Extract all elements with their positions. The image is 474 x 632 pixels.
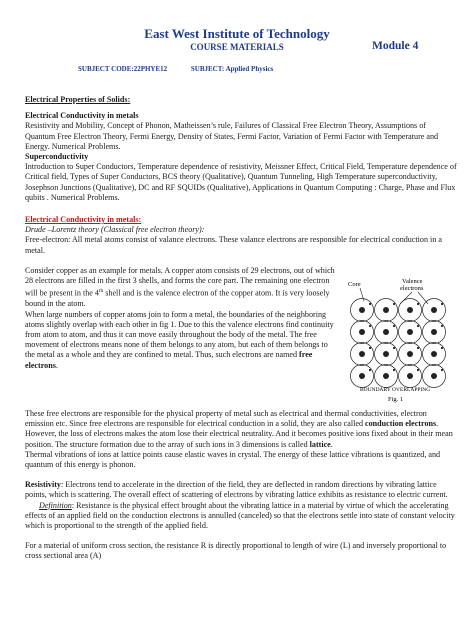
section-intro bbox=[25, 215, 457, 256]
course-materials-label: COURSE MATERIALS bbox=[190, 42, 284, 52]
valence-electron bbox=[369, 303, 371, 305]
valence-electron bbox=[441, 325, 443, 327]
valence-electron bbox=[393, 303, 395, 305]
atom-core bbox=[407, 351, 413, 357]
valence-electron bbox=[417, 325, 419, 327]
atom-core bbox=[431, 329, 437, 335]
atom-core bbox=[359, 307, 365, 313]
atom-core bbox=[431, 351, 437, 357]
syllabus-heading: Electrical Properties of Solids: bbox=[25, 95, 131, 104]
subject-code: SUBJECT CODE:22PHYE12 bbox=[78, 65, 168, 73]
valence-electron bbox=[393, 369, 395, 371]
valence-electron bbox=[417, 347, 419, 349]
valence-electron bbox=[369, 369, 371, 371]
atom-core bbox=[359, 351, 365, 357]
lattice-grid bbox=[351, 299, 446, 388]
paragraph-phonon: Thermal vibrations of ions at lattice points cause elastic waves in crystal. The energy of these lattice vibrations is quantized, and quantum of this energy is phonon. bbox=[25, 449, 441, 470]
valence-electron bbox=[369, 325, 371, 327]
figure-label-core: Core bbox=[348, 281, 361, 288]
valence-electron bbox=[417, 303, 419, 305]
valence-electron bbox=[393, 325, 395, 327]
atom-core bbox=[359, 373, 365, 379]
subject-name: SUBJECT: Applied Physics bbox=[190, 65, 274, 73]
module-label: Module 4 bbox=[372, 40, 419, 52]
topic2-title: Superconductivity bbox=[25, 152, 89, 162]
figure-copper-lattice bbox=[340, 277, 458, 407]
atom-core bbox=[407, 329, 413, 335]
topic2-body: Introduction to Super Conductors, Temperature dependence of resistivity, Meissner Effect, Critical Field, Temperature dependence of Critical field, Types of Super Conductors, BCS theory (Qualitative), Quantum Tunneling, High Temperature superconductivity, Josephson Junctions (Qualitative), DC and RF SQUIDs (Qualitative), Applications in Quantum Computing : Charge, Phase and Flux qubits . Numerical Problems. bbox=[25, 162, 457, 202]
figure-caption: Fig. 1 bbox=[388, 396, 404, 403]
paragraph-copper: Consider copper as an example for metals. A copper atom consists of 29 electrons, out of which 28 electrons are filled in the first 3 shells, and forms the core part. The remaining one electron will be present in the 4th shell and is the valence electron of the copper atom. It is very loosely bound in the atom. When large numbers of copper atoms join to form a metal, the boundaries of the neighboring atoms slightly overlap with each other in fig 1. Due to this the valence electrons find continuity from atom to atom, and thus it can move easily throughout the body of the metal. The free movement of electrons means none of them belongs to any atom, but each of them belongs to the metal as a whole and they are confined to metal. Thus, such electrons are named free electrons. bbox=[25, 266, 335, 370]
figure-label-boundary: BOUNDARY OVERLAPPING bbox=[360, 387, 431, 393]
paragraph-cross-section: For a material of uniform cross section, the resistance R is directly proportional to length of wire (L) and inversely proportional to cross sectional area (A) bbox=[25, 541, 447, 561]
atom-core bbox=[431, 307, 437, 313]
valence-electron bbox=[441, 303, 443, 305]
paragraph-definition: Definition: Resistance is the physical effect brought about the vibrating lattice in a material by virtue of which the accelerating effects of an applied field on the conduction electrons is annulled (canceled) so that the electrons settle into state of constant velocity which is proportional to the strength of the applied field. bbox=[25, 500, 455, 531]
valence-electron bbox=[441, 369, 443, 371]
institute-title: East West Institute of Technology bbox=[144, 26, 330, 41]
atom-core bbox=[383, 307, 389, 313]
atom-core bbox=[407, 307, 413, 313]
atom-core bbox=[383, 351, 389, 357]
paragraph-lattice: However, the loss of electrons makes the atom lose their electrical neutrality. And it becomes positive ions fixed about in their mean position. The structure formation due to the array of such ions in 3 dimensions is called lattice. bbox=[25, 429, 453, 449]
topic1-body: Resistivity and Mobility, Concept of Phonon, Matheissen’s rule, Failures of Classical Free Electron Theory, Assumptions of Quantum Free Electron Theory, Fermi Energy, Density of States, Fermi Factor, Variation of Fermi Factor with Temperature and Energy. Numerical Problems. bbox=[25, 121, 439, 151]
section-body bbox=[25, 409, 457, 562]
valence-electron bbox=[441, 347, 443, 349]
paragraph-free-electron: Free-electron: All metal atoms consist of valance electrons. These valance electrons are responsible for electrical conduction in a metal. bbox=[25, 235, 442, 255]
atom-core bbox=[431, 373, 437, 379]
atom-core bbox=[383, 373, 389, 379]
paragraph-resistivity: Resistivity: Electrons tend to accelerate in the direction of the field, they are deflected in random directions by vibrating lattice points, which is scattering. The overall effect of scattering of electrons by vibrating lattice exhibits as resistance to electric current. bbox=[25, 480, 448, 500]
paragraph-conduction-electrons: These free electrons are responsible for the physical property of metal such as electrical and thermal conductivities, electron emission etc. Since free electrons are responsible for electrical conduction in a solid, they are also called conduction electrons. bbox=[25, 409, 439, 429]
atom-core bbox=[383, 329, 389, 335]
syllabus-block bbox=[25, 95, 457, 203]
atom-core bbox=[359, 329, 365, 335]
section-subheading: Drude –Lorentz theory (Classical free electron theory): bbox=[25, 225, 205, 235]
figure-label-valence: Valence bbox=[402, 278, 423, 285]
topic1-title: Electrical Conductivity in metals bbox=[25, 111, 139, 121]
figure-label-electrons: electrons bbox=[400, 285, 424, 292]
section-heading: Electrical Conductivity in metals: bbox=[25, 215, 142, 224]
valence-electron bbox=[369, 347, 371, 349]
atom-core bbox=[407, 373, 413, 379]
subject-info bbox=[78, 65, 458, 73]
valence-electron bbox=[393, 347, 395, 349]
valence-electron bbox=[417, 369, 419, 371]
